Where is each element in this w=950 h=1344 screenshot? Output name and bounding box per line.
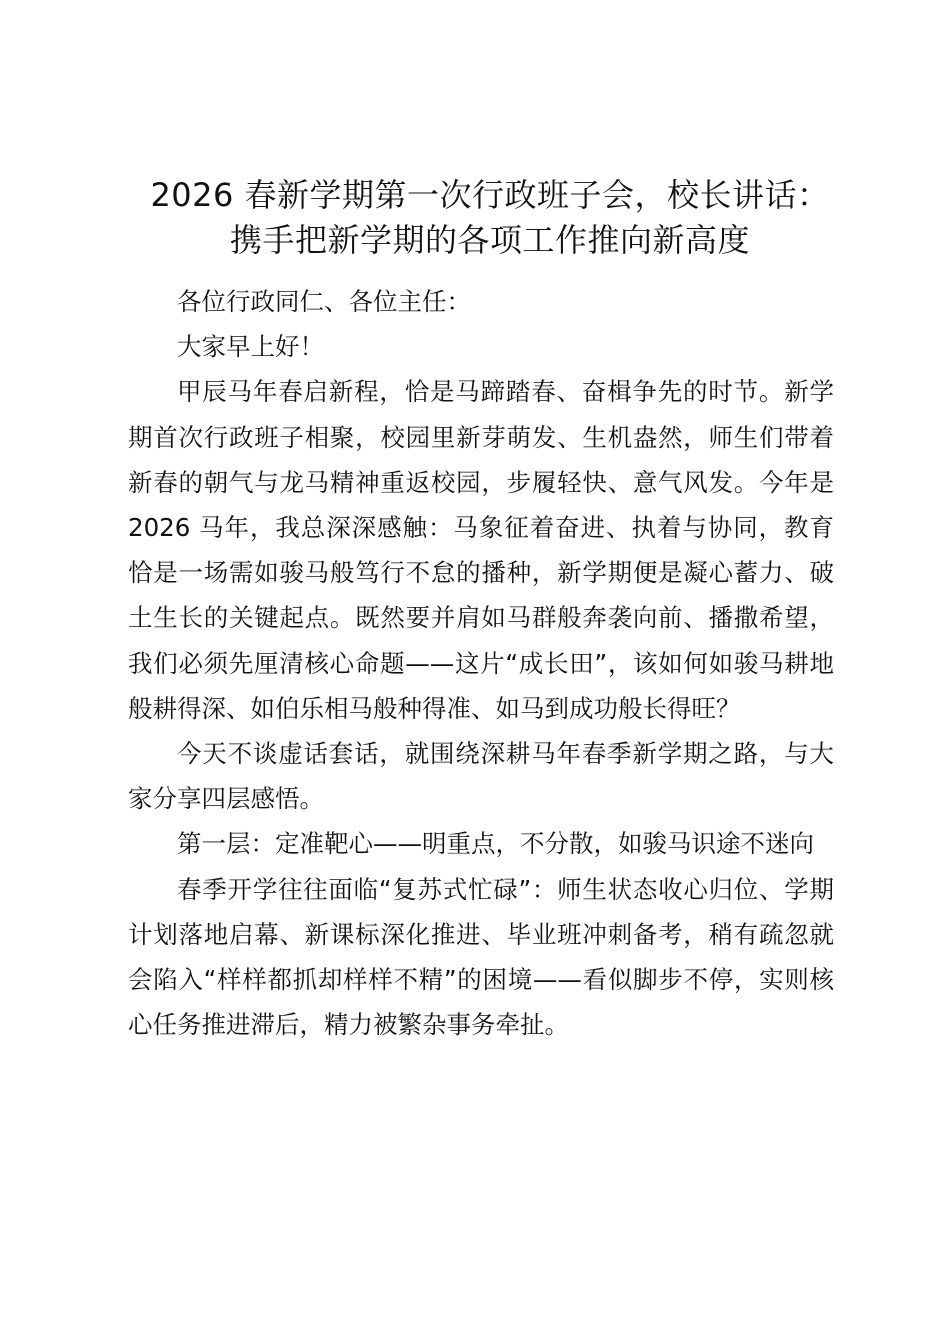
document-body [128, 279, 834, 1047]
document-title [110, 173, 870, 263]
body-paragraph: 春季开学往往面临“复苏式忙碌”：师生状态收心归位、学期计划落地启幕、新课标深化推进、毕业班冲刺备考，稍有疏忽就会陷入“样样都抓却样样不精”的困境——看似脚步不停，实则核心任务推进滞后，精力被繁杂事务牵扯。 [128, 874, 834, 1040]
body-paragraph: 今天不谈虚话套话，就围绕深耕马年春季新学期之路，与大家分享四层感悟。 [128, 739, 834, 814]
section-heading: 第一层：定准靶心——明重点，不分散，如骏马识途不迷向 [177, 829, 814, 859]
body-paragraph: 甲辰马年春启新程，恰是马蹄踏春、奋楫争先的时节。新学期首次行政班子相聚，校园里新芽萌发、生机盎然，师生们带着新春的朝气与龙马精神重返校园，步履轻快、意气风发。今年是 2026 马年，我总深深感触：马象征着奋进、执着与协同，教育恰是一场需如骏马般笃行不怠的播种，新学期便是凝心蓄力、破土生长的关键起点。既然要并肩如马群般奔袭向前、播撒希望，我们必须先厘清核心命题——这片“成长田”，该如何如骏马耕地般耕得深、如伯乐相马般种得准、如马到成功般长得旺？ [128, 377, 834, 723]
title-line-2: 携手把新学期的各项工作推向新高度 [229, 221, 750, 259]
salutation: 各位行政同仁、各位主任： [177, 287, 471, 316]
greeting: 大家早上好！ [177, 332, 324, 362]
title-line-1: 2026 春新学期第一次行政班子会，校长讲话： [150, 176, 830, 214]
